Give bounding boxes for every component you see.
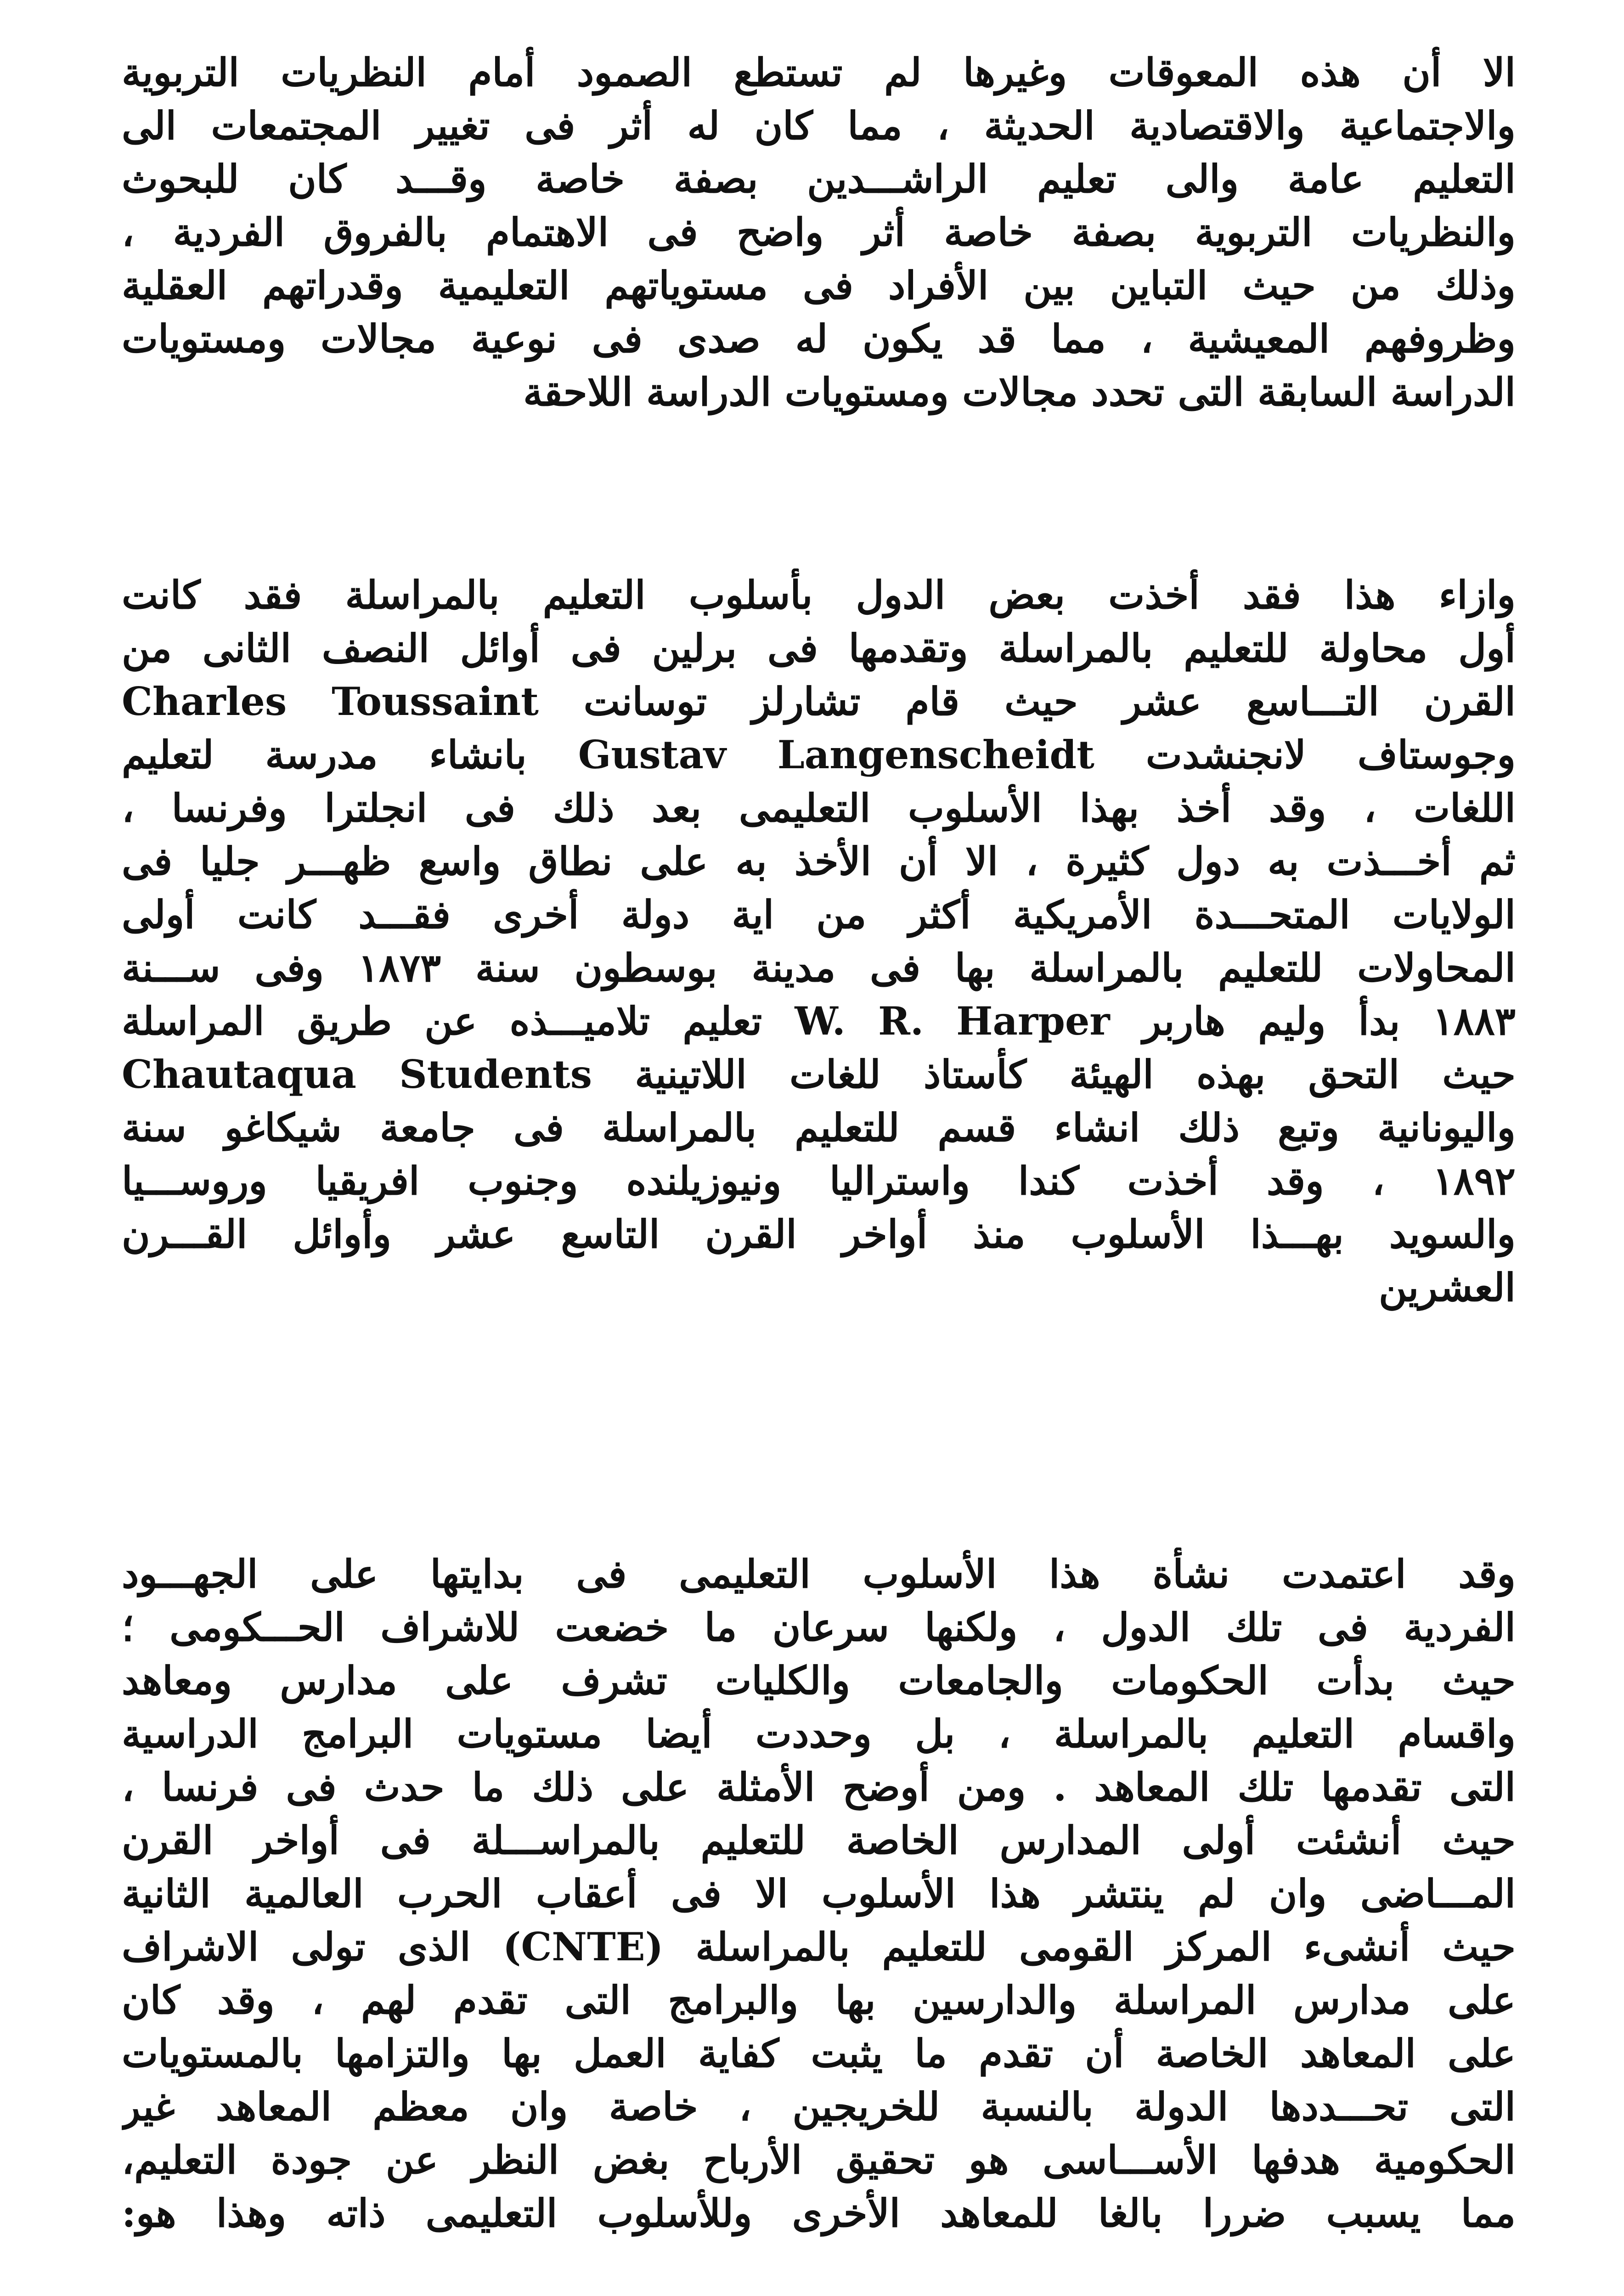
text-line: مما يسبب ضررا بالغا للمعاهد الأخرى وللأسلوب التعليمى ذاته وهذا هو: (122, 2190, 1516, 2236)
text-line: والنظريات التربوية بصفة خاصة أثر واضح فى الاهتمام بالفروق الفردية ، (122, 209, 1516, 255)
text-line: وقد اعتمدت نشأة هذا الأسلوب التعليمى فى بدايتها على الجهـــود (122, 1551, 1516, 1597)
text-line: حيث أنشىء المركز القومى للتعليم بالمراسلة (CNTE) الذى تولى الاشراف (122, 1924, 1516, 1970)
text-line: المحاولات للتعليم بالمراسلة بها فى مدينة بوسطون سنة ١٨٧٣ وفى ســـنة (122, 945, 1516, 990)
text-line: على مدارس المراسلة والدارسين بها والبرامج التى تقدم لهم ، وقد كان (122, 1977, 1516, 2023)
text-line: حيث التحق بهذه الهيئة كأستاذ للغات اللاتينية Chautaqua Students (122, 1052, 1516, 1097)
text-line: ١٨٩٢ ، وقد أخذت كندا واستراليا ونيوزيلنده وجنوب افريقيا وروســـيا (122, 1158, 1516, 1204)
text-line: والسويد بهـــذا الأسلوب منذ أواخر القرن التاسع عشر وأوائل القـــرن (122, 1211, 1516, 1257)
text-line: ١٨٨٣ بدأ وليم هاربر W. R. Harper تعليم تلاميـــذه عن طريق المراسلة (122, 998, 1516, 1044)
paragraph-1 (122, 46, 1516, 419)
text-line: الحكومية هدفها الأســـاسى هو تحقيق الأرباح بغض النظر عن جودة التعليم، (122, 2137, 1516, 2183)
text-line: المـــاضى وان لم ينتشر هذا الأسلوب الا فى أعقاب الحرب العالمية الثانية (122, 1871, 1516, 1916)
text-line: التعليم عامة والى تعليم الراشـــدين بصفة خاصة وقـــد كان للبحوث (122, 156, 1516, 202)
text-line: اللغات ، وقد أخذ بهذا الأسلوب التعليمى بعد ذلك فى انجلترا وفرنسا ، (122, 785, 1516, 831)
text-line: وظروفهم المعيشية ، مما قد يكون له صدى فى نوعية مجالات ومستويات (122, 316, 1516, 361)
text-line: الدراسة السابقة التى تحدد مجالات ومستويات الدراسة اللاحقة (523, 369, 1516, 415)
text-line: وازاء هذا فقد أخذت بعض الدول بأسلوب التعليم بالمراسلة فقد كانت (122, 572, 1516, 618)
text-line: واليونانية وتبع ذلك انشاء قسم للتعليم بالمراسلة فى جامعة شيكاغو سنة (122, 1105, 1516, 1150)
text-line: أول محاولة للتعليم بالمراسلة وتقدمها فى برلين فى أوائل النصف الثانى من (122, 625, 1516, 671)
text-line: على المعاهد الخاصة أن تقدم ما يثبت كفاية العمل بها والتزامها بالمستويات (122, 2031, 1516, 2076)
text-line: التى تحـــددها الدولة بالنسبة للخريجين ، خاصة وان معظم المعاهد غير (122, 2084, 1516, 2129)
text-line: حيث أنشئت أولى المدارس الخاصة للتعليم بالمراســـلة فى أواخر القرن (122, 1818, 1516, 1863)
text-line: التى تقدمها تلك المعاهد . ومن أوضح الأمثلة على ذلك ما حدث فى فرنسا ، (122, 1764, 1516, 1810)
text-line: الفردية فى تلك الدول ، ولكنها سرعان ما خضعت للاشراف الحـــكومى ؛ (122, 1604, 1516, 1650)
text-line: الا أن هذه المعوقات وغيرها لم تستطع الصمود أمام النظريات التربوية (122, 50, 1516, 95)
text-line: حيث بدأت الحكومات والجامعات والكليات تشرف على مدارس ومعاهد (122, 1658, 1516, 1703)
text-line: القرن التـــاسع عشر حيث قام تشارلز توسانت Charles Toussaint (122, 679, 1516, 724)
text-line: واقسام التعليم بالمراسلة ، بل وحددت أيضا مستويات البرامج الدراسية (122, 1711, 1516, 1756)
paragraph-3 (122, 1548, 1516, 2240)
text-line: وجوستاف لانجنشدت Gustav Langenscheidt بانشاء مدرسة لتعليم (122, 732, 1516, 777)
text-line: العشرين (1378, 1265, 1516, 1310)
text-line: والاجتماعية والاقتصادية الحديثة ، مما كان له أثر فى تغيير المجتمعات الى (122, 103, 1516, 148)
paragraph-2 (122, 568, 1516, 1314)
text-line: الولايات المتحـــدة الأمريكية أكثر من اية دولة أخرى فقـــد كانت أولى (122, 892, 1516, 937)
text-line: ثم أخـــذت به دول كثيرة ، الا أن الأخذ به على نطاق واسع ظهـــر جليا فى (122, 838, 1516, 884)
text-line: وذلك من حيث التباين بين الأفراد فى مستوياتهم التعليمية وقدراتهم العقلية (122, 263, 1516, 308)
